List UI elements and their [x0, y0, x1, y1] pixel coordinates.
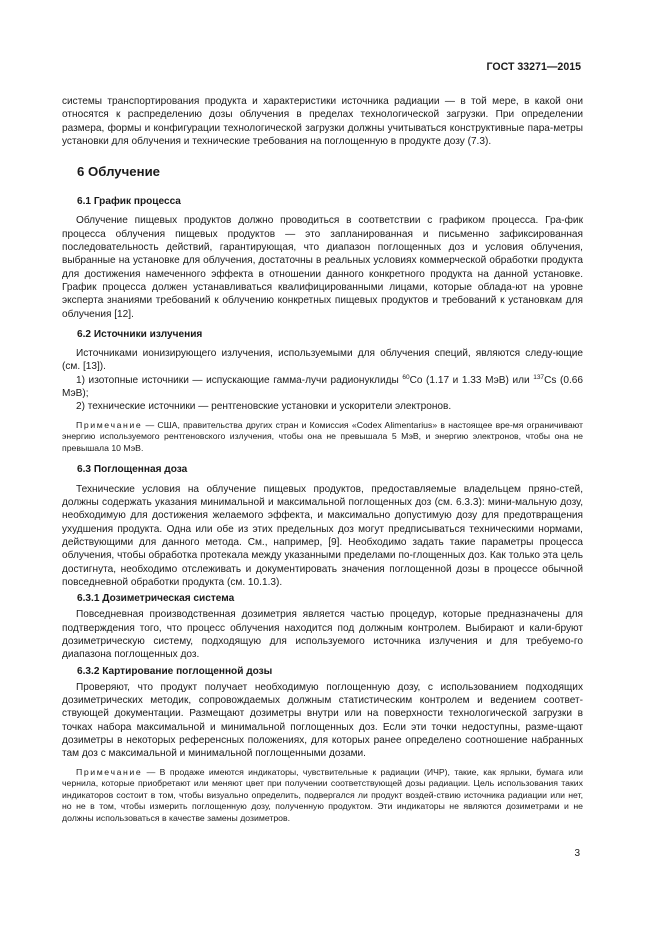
section-6-2-title: 6.2 Источники излучения [77, 328, 203, 340]
section-6-1-text: Облучение пищевых продуктов должно проводиться в соответствии с графиком процесса. Гра-фик процесса облучения пищевых продуктов — это запланированная и письменно зафиксированная последовательность действий, гарантирующая, что диапазон поглощенных доз и условия облучения, выбранные на установке для облучения, достаточны в реальных условиях коммерческой обработки продукта для достижения намеченного эффекта в отношении данного конкретного продукта на данной установке. График процесса должен устанавливаться квалифицированными лицами, которые облада-ют на уровне эксперта знаниями требований к облучению конкретных пищевых продуктов и требований к установкам для облучения [12]. [62, 215, 583, 320]
standard-header: ГОСТ 33271—2015 [486, 61, 581, 73]
note-text: — США, правительства других стран и Комиссия «Codex Alimentarius» в настоящее вре-мя ограничивают энергию используемого рентгеновского излучения, чтобы она не превышала 5 МэВ, и энергию электронов, чтобы она не превышала 10 МэВ. [62, 419, 583, 453]
source-item-1 [62, 374, 583, 401]
intro-paragraph: системы транспортирования продукта и характеристики источника радиации — в той мере, в какой они относятся к распределению дозы облучения в пределах технологической загрузки. При определении размера, формы и конфигурации технологической загрузки должны учитываться конструктивные пара-метры установки для облучения и технические требования на поглощенную в продукте дозу (7.3). [62, 96, 583, 147]
section-6-3-1-text: Повседневная производственная дозиметрия является частью процедур, которые предназначены для подтверждения того, что процесс облучения находится под должным контролем. Выбирают и кали-бруют дозиметрическую систему, подходящую для используемого источника излучения и для требуемо-го диапазона поглощенных доз. [62, 609, 583, 661]
section-6-3-text: Технические условия на облучение пищевых продуктов, предоставляемые владельцем пряно-стей, должны содержать указания минимальной и максимальной поглощенных доз (см. 6.3.3): мини-мальную дозу, необходимую для достижения желаемого эффекта, и максимально допустимую дозу для предотвращения ухудшения продукта. Одна или обе из этих предельных доз могут предписываться техническими нормами, действующими для данного метода. См., например, [9]. Необходимо задать такие параметры процесса облучения, чтобы обработка протекала между указанными пределами по-глощенных доз. Как только эта цель достигнута, необходимо отслеживать и документировать значения поглощенной дозы в процессе обычной повседневной обработки продукта (см. 10.1.3). [62, 483, 583, 588]
page-number: 3 [574, 848, 580, 859]
section-6-2-text: Источниками ионизирующего излучения, используемыми для облучения специй, являются следу-ющие (см. [13]). [62, 348, 583, 373]
cs137-mass-number: 137 [533, 373, 545, 381]
note-label: Примечание [76, 766, 143, 777]
source-item-1-a: 1) изотопные источники — испускающие гамма-лучи радионуклиды [76, 374, 403, 386]
source-item-2: 2) технические источники — рентгеновские установки и ускорители электронов. [76, 401, 452, 413]
page-content [62, 95, 583, 831]
note-label: Примечание [76, 419, 143, 430]
source-item-1-c: Cs (0.66 МэВ); [62, 374, 583, 400]
section-6-3-title: 6.3 Поглощенная доза [77, 464, 188, 476]
section-6-1-title: 6.1 График процесса [77, 196, 181, 208]
section-6-3-2-text: Проверяют, что продукт получает необходимую поглощенную дозу, с использованием подходящих дозиметрических методик, сопровождаемых должным статистическим контролем и ведением соответ-ствующей документации. Размещают дозиметры внутри или на поверхности технологической загрузки в точках набора максимальной и минимальной поглощенных доз. Если эти точки недоступны, разме-щают дозиметры в некоторых референсных положениях, для которых ранее определено соотношение набранных там доз с максимальной и минимальной поглощенными дозами. [62, 681, 583, 760]
note-6-3-2 [62, 767, 583, 825]
section-6-title: 6 Облучение [77, 164, 161, 180]
note-text: — В продаже имеются индикаторы, чувствительные к радиации (ИЧР), такие, как ярлыки, бумага или чернила, которые приобретают или меняют цвет при получении соответствующей дозы радиации. Цель использования таких индикаторов состоит в том, чтобы визуально определить, подвергался ли продукт воздей-ствию источника радиации или нет, но не в том, чтобы измерить поглощенную дозу, полученную продуктом. Эти индикаторы не являются дозиметрами и не должны использоваться в качестве замены дозиметров. [62, 766, 583, 824]
section-6-3-1-title: 6.3.1 Дозиметрическая система [77, 593, 235, 605]
co60-mass-number: 60 [402, 373, 410, 381]
section-6-3-2-title: 6.3.2 Картирование поглощенной дозы [77, 665, 273, 677]
note-6-2 [62, 420, 583, 455]
source-item-1-b: Co (1.17 и 1.33 МэВ) или [409, 374, 534, 386]
